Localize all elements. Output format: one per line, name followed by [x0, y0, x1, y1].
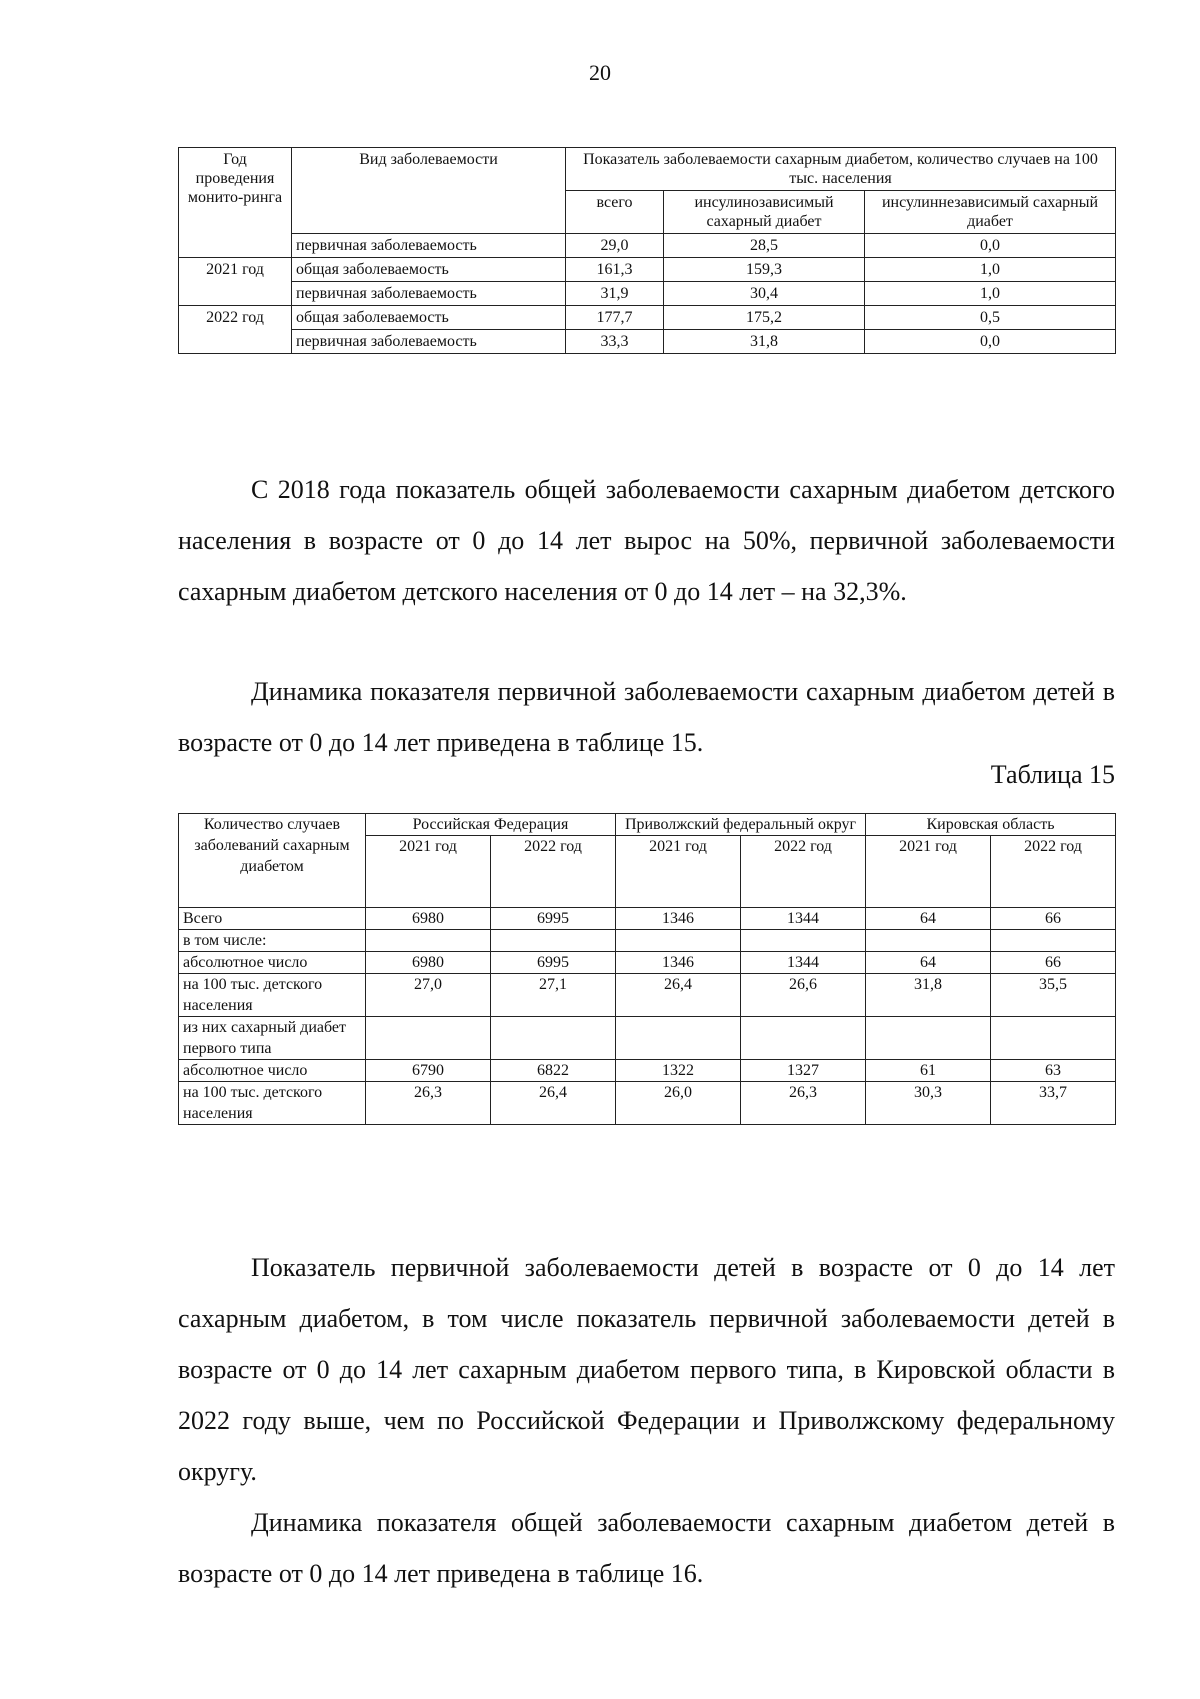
year-header: 2022 год	[741, 836, 866, 908]
insulin-value: 30,4	[664, 282, 865, 306]
incidence-type: первичная заболеваемость	[292, 282, 566, 306]
paragraph-table16-intro: Динамика показателя общей заболеваемости сахарным диабетом детей в возрасте от 0 до 14 лет приведена в таблице 16.	[178, 1508, 1115, 1588]
noninsulin-value: 0,0	[865, 234, 1116, 258]
insulin-value: 175,2	[664, 306, 865, 330]
table-cell: 64	[866, 908, 991, 930]
table-cell	[741, 1017, 866, 1060]
table-cell	[866, 930, 991, 952]
table-cell: 30,3	[866, 1082, 991, 1125]
table-row	[179, 306, 1116, 330]
incidence-type: общая заболеваемость	[292, 306, 566, 330]
table-cell	[866, 1017, 991, 1060]
table-cell: 66	[991, 952, 1116, 974]
table-cell: 31,8	[866, 974, 991, 1017]
table-cell	[741, 930, 866, 952]
table-cell: 66	[991, 908, 1116, 930]
total-value: 177,7	[566, 306, 664, 330]
table-cell: 35,5	[991, 974, 1116, 1017]
table-cell: 6980	[366, 952, 491, 974]
table-cell: 6790	[366, 1060, 491, 1082]
table-cell	[366, 1017, 491, 1060]
page-number: 20	[589, 60, 611, 85]
incidence-type: общая заболеваемость	[292, 258, 566, 282]
table-cell: 1346	[616, 908, 741, 930]
table-cell: 26,6	[741, 974, 866, 1017]
table-cell: 6980	[366, 908, 491, 930]
table-cell: 1344	[741, 908, 866, 930]
row-label: на 100 тыс. детского населения	[179, 974, 366, 1017]
total-value: 161,3	[566, 258, 664, 282]
table-row	[179, 330, 1116, 354]
table-row	[179, 930, 1116, 952]
table-cell: 1346	[616, 952, 741, 974]
row-label: из них сахарный диабет первого типа	[179, 1017, 366, 1060]
table-cell: 1344	[741, 952, 866, 974]
insulin-dependent-header: инсулинозависимый сахарный диабет	[664, 191, 865, 234]
noninsulin-value: 0,0	[865, 330, 1116, 354]
region-header: Российская Федерация	[366, 814, 616, 836]
noninsulin-value: 1,0	[865, 282, 1116, 306]
table-cell: 64	[866, 952, 991, 974]
region-header: Приволжский федеральный округ	[616, 814, 866, 836]
table-cell	[991, 1017, 1116, 1060]
type-column-header: Вид заболеваемости	[292, 148, 566, 234]
table-row	[179, 234, 1116, 258]
table-cell: 1327	[741, 1060, 866, 1082]
table-cell	[491, 930, 616, 952]
non-insulin-dependent-header: инсулиннезависимый сахарный диабет	[865, 191, 1116, 234]
year-cell: 2021 год	[179, 258, 292, 306]
table-cell	[491, 1017, 616, 1060]
table-cell: 26,4	[491, 1082, 616, 1125]
table-cell: 61	[866, 1060, 991, 1082]
insulin-value: 31,8	[664, 330, 865, 354]
insulin-value: 28,5	[664, 234, 865, 258]
table-cell: 26,3	[741, 1082, 866, 1125]
table-cell: 26,3	[366, 1082, 491, 1125]
total-value: 33,3	[566, 330, 664, 354]
table-row	[179, 952, 1116, 974]
table-cell	[616, 930, 741, 952]
table-row	[179, 1082, 1116, 1125]
table-cell: 1322	[616, 1060, 741, 1082]
table-cell	[366, 930, 491, 952]
table-cell: 63	[991, 1060, 1116, 1082]
paragraph-growth: С 2018 года показатель общей заболеваемости сахарным диабетом детского населения в возрасте от 0 до 14 лет вырос на 50%, первичной заболеваемости сахарным диабетом детского населения от 0 до 14 лет – на 32,3%.	[178, 475, 1115, 606]
row-label: в том числе:	[179, 930, 366, 952]
year-header: 2021 год	[366, 836, 491, 908]
total-header: всего	[566, 191, 664, 234]
noninsulin-value: 0,5	[865, 306, 1116, 330]
year-header: 2021 год	[616, 836, 741, 908]
table-cell: 26,0	[616, 1082, 741, 1125]
total-value: 29,0	[566, 234, 664, 258]
insulin-value: 159,3	[664, 258, 865, 282]
table-row	[179, 1017, 1116, 1060]
indicator-header: Показатель заболеваемости сахарным диабетом, количество случаев на 100 тыс. населения	[566, 148, 1116, 191]
paragraph-kirov-comparison: Показатель первичной заболеваемости детей в возрасте от 0 до 14 лет сахарным диабетом, в том числе показатель первичной заболеваемости детей в возрасте от 0 до 14 лет сахарным диабетом первого типа, в Кировской области в 2022 году выше, чем по Российской Федерации и Приволжскому федеральному округу.	[178, 1253, 1115, 1486]
table-row	[179, 1060, 1116, 1082]
table-cell: 33,7	[991, 1082, 1116, 1125]
table-row	[179, 974, 1116, 1017]
table-row	[179, 258, 1116, 282]
year-header: 2021 год	[866, 836, 991, 908]
row-label: абсолютное число	[179, 1060, 366, 1082]
table-cell	[991, 930, 1116, 952]
incidence-type: первичная заболеваемость	[292, 330, 566, 354]
diabetes-children-table	[178, 813, 1116, 1125]
year-header: 2022 год	[991, 836, 1116, 908]
year-cell: 2022 год	[179, 306, 292, 354]
table-cell: 27,0	[366, 974, 491, 1017]
row-label: Всего	[179, 908, 366, 930]
noninsulin-value: 1,0	[865, 258, 1116, 282]
table-caption: Таблица 15	[990, 760, 1115, 789]
region-header: Кировская область	[866, 814, 1116, 836]
table-row	[179, 908, 1116, 930]
table-cell: 26,4	[616, 974, 741, 1017]
year-column-header: Год проведения монито-ринга	[179, 148, 292, 258]
total-value: 31,9	[566, 282, 664, 306]
row-label: абсолютное число	[179, 952, 366, 974]
paragraph-table15-intro: Динамика показателя первичной заболеваемости сахарным диабетом детей в возрасте от 0 до 14 лет приведена в таблице 15.	[178, 677, 1115, 757]
table-row	[179, 282, 1116, 306]
table-cell: 6995	[491, 908, 616, 930]
table-cell: 27,1	[491, 974, 616, 1017]
year-header: 2022 год	[491, 836, 616, 908]
diabetes-incidence-table	[178, 147, 1116, 354]
cases-column-header: Количество случаев заболеваний сахарным диабетом	[179, 814, 366, 908]
table-cell	[616, 1017, 741, 1060]
table-cell: 6822	[491, 1060, 616, 1082]
table-cell: 6995	[491, 952, 616, 974]
row-label: на 100 тыс. детского населения	[179, 1082, 366, 1125]
incidence-type: первичная заболеваемость	[292, 234, 566, 258]
